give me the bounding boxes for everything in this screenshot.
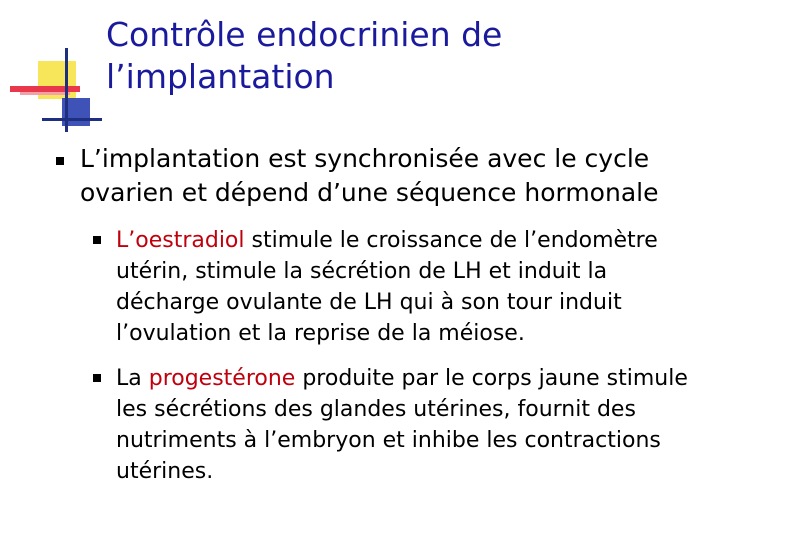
bullet-line: ovarien et dépend d’une séquence hormonale bbox=[80, 178, 659, 207]
sub-bullet-line: nutriments à l’embryon et inhibe les contractions bbox=[116, 428, 661, 453]
bullet-square-icon bbox=[93, 236, 101, 244]
sub-bullet-text: stimule le croissance de l’endomètre bbox=[244, 228, 658, 253]
sub-bullet-progesterone bbox=[116, 363, 776, 487]
sub-bullet-text: produite par le corps jaune stimule bbox=[295, 366, 688, 391]
bullet-implantation bbox=[80, 142, 780, 210]
bullet-square-icon bbox=[93, 374, 101, 382]
sub-bullet-line: utérines. bbox=[116, 459, 214, 484]
bullet-square-icon bbox=[56, 157, 64, 165]
highlight-oestradiol: L’oestradiol bbox=[116, 228, 245, 253]
page-title bbox=[106, 14, 786, 98]
sub-bullet-prefix: La bbox=[116, 366, 149, 391]
title-line-2: l’implantation bbox=[106, 57, 335, 96]
sub-bullet-line: l’ovulation et la reprise de la méiose. bbox=[116, 321, 525, 346]
highlight-progesterone: progestérone bbox=[148, 366, 296, 391]
sub-bullet-oestradiol bbox=[116, 225, 776, 349]
bullet-line: L’implantation est synchronisée avec le cycle bbox=[80, 144, 650, 173]
title-line-1: Contrôle endocrinien de bbox=[106, 15, 503, 54]
decorative-logo-icon bbox=[8, 48, 108, 138]
sub-bullet-line: décharge ovulante de LH qui à son tour induit bbox=[116, 290, 622, 315]
sub-bullet-line: les sécrétions des glandes utérines, fournit des bbox=[116, 397, 636, 422]
sub-bullet-line: utérin, stimule la sécrétion de LH et induit la bbox=[116, 259, 608, 284]
